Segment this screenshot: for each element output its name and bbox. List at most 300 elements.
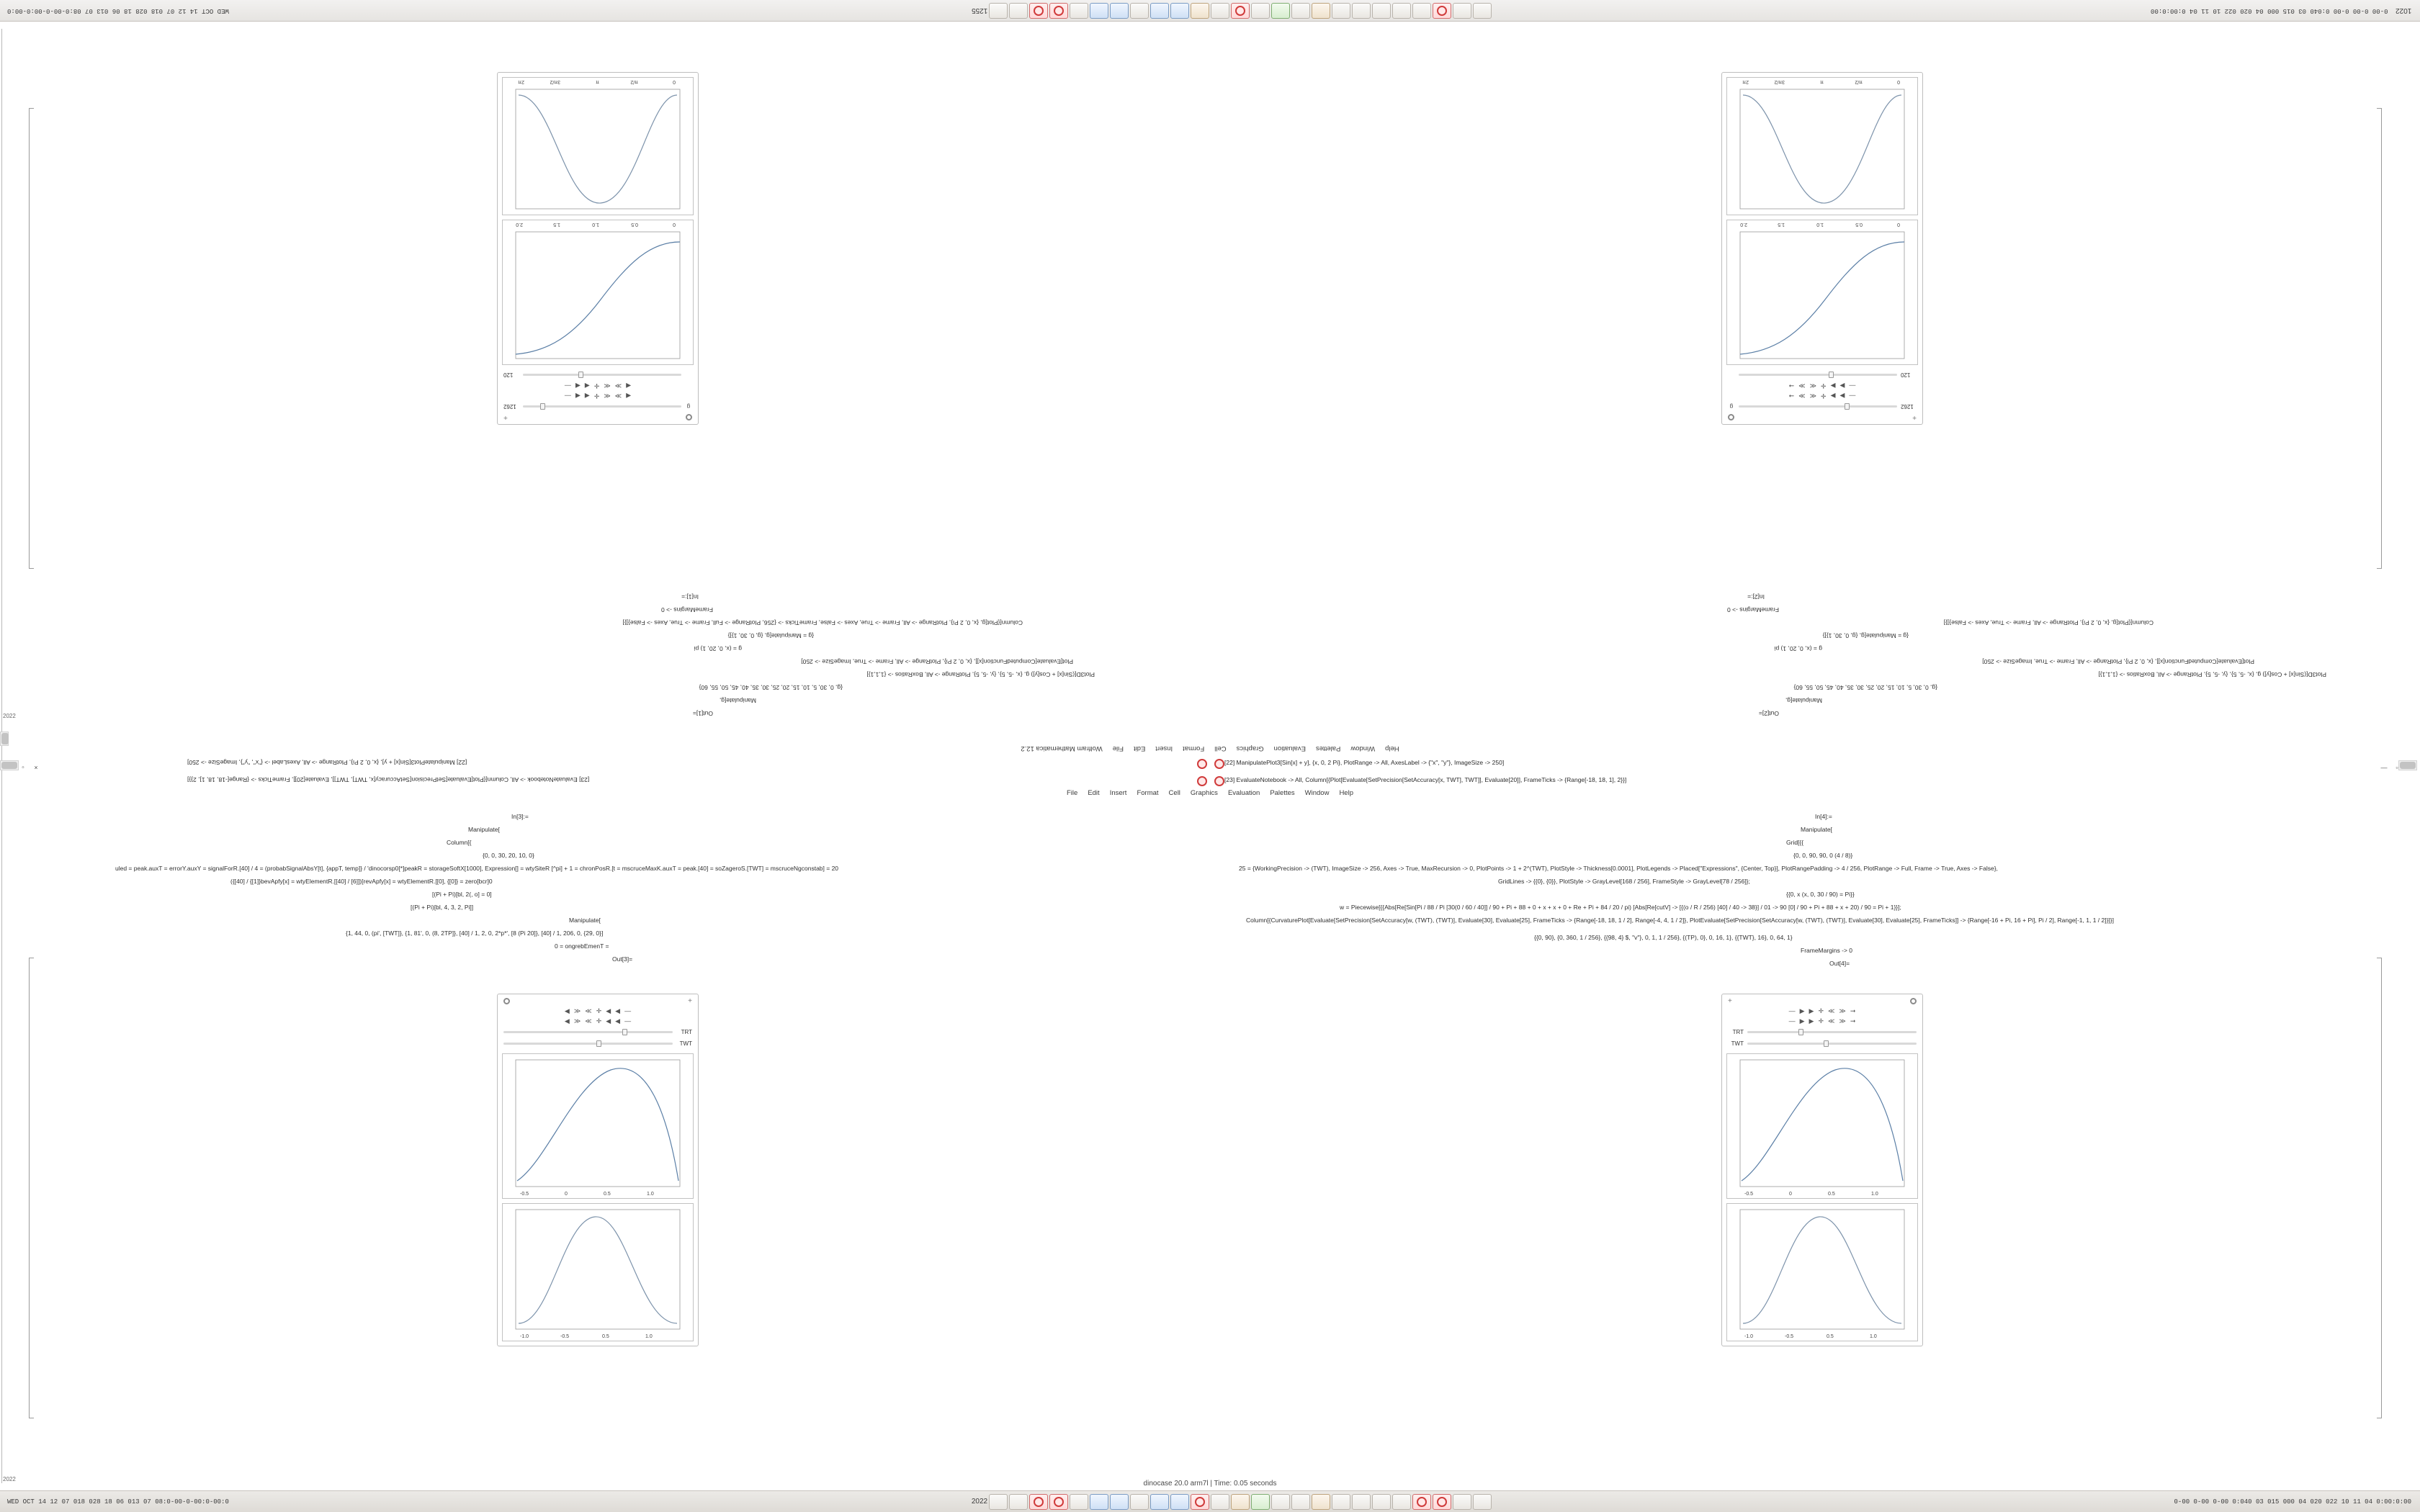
control-row-tr-2[interactable] [1726,381,1918,391]
slider-value-br-1: TRT [1732,1028,1744,1035]
cell-bracket-top-left[interactable] [29,108,34,569]
record-indicator-3[interactable] [1197,776,1207,786]
bottom-task-icon-18[interactable] [1332,1494,1350,1510]
fast-forward-icon-bl2[interactable]: ≫ [573,1017,581,1025]
cell-br-line-6: {{0, x (x, 0, 30 / 90) = Pi}} [1786,891,1855,898]
svg-text:3π/2: 3π/2 [1774,79,1785,84]
step-right-icon-tr[interactable]: ▶ [1830,392,1836,400]
bottom-task-icon-4[interactable] [1049,1494,1068,1510]
plot-bl-upper-svg [503,1054,687,1198]
record-indicator-4[interactable] [1214,776,1224,786]
menu2-format[interactable]: Format [1137,789,1159,797]
step-left-icon[interactable]: ◀ [626,392,632,400]
control-row-tl-2[interactable] [502,381,694,391]
bottom-system-panel [0,1490,2420,1512]
maximize-button[interactable]: ▫ [2396,764,2398,771]
inline-code-line-upper-right[interactable]: [22] ManipulatePlot3[Sin[x] + y], {x, 0, 2 Pi}, PlotRange -> All, AxesLabel -> {"x", "y"}, ImageSize -> 250] [1224,759,1505,766]
menu2-cell[interactable]: Cell [1168,789,1180,797]
fast-forward-icon-br[interactable]: ≫ [1839,1007,1846,1014]
task-icon-21[interactable] [1392,3,1411,19]
play-icon-tr[interactable]: ▶ [1839,392,1845,400]
control-row-bl-2[interactable] [502,1016,694,1026]
rewind-icon-2[interactable]: ≪ [604,382,611,390]
rewind-icon-br2[interactable]: ≪ [1828,1017,1835,1025]
slider-thumb-tr-1[interactable] [1845,404,1850,410]
gear-icon-tr[interactable] [1728,415,1734,421]
task-icon-12[interactable] [1211,3,1229,19]
arrow-right-icon-br[interactable]: ➞ [1850,1007,1856,1014]
record-indicator-1[interactable] [1197,759,1207,769]
task-icon-17[interactable] [1312,3,1330,19]
bottom-panel-clock: WED OCT 14 12 07 018 028 18 06 013 07 08:0-00-0-00:0-00:0 [7,1498,229,1506]
fast-forward-icon-tr2[interactable]: ≫ [1798,382,1806,390]
slider-label-tr-1: g [1729,403,1734,410]
svg-text:π/2: π/2 [630,79,638,84]
cell-tr-in-label: In[2]:= [1747,593,1765,600]
cell-tr-line-1: Manipulate[g, [1785,697,1822,704]
task-icon-24[interactable] [1453,3,1471,19]
slider-thumb-br-1[interactable] [1798,1029,1803,1035]
task-icon-2[interactable] [1009,3,1028,19]
task-icon-8[interactable] [1130,3,1149,19]
step-left-icon-bl[interactable]: ◀ [564,1007,570,1014]
slider-row-br-2[interactable] [1726,1038,1918,1049]
dash-icon-bl[interactable]: — [624,1007,632,1014]
cell-tr-line-4: Plot[Evaluate[ComputedFunction[x]], {x, 0, 2 Pi}, PlotRange -> All, Frame -> True, ImageSize -> 250] [1982,658,2254,665]
reset-icon-bl2[interactable]: ◀ [615,1017,621,1025]
slider-row-br-1[interactable] [1726,1026,1918,1038]
arrow-right-icon-tr2[interactable]: ➞ [1788,382,1795,390]
inline-code-line-lower-right[interactable]: [23] EvaluateNotebook -> All, Column[{Plot[Evaluate[SetPrecision[SetAccuracy[x, TWT], TWT]], Evaluate[20]], FrameTicks -> {Range[-18, 18, 1], 2}}] [1224,776,1627,783]
plus-icon[interactable]: + [503,413,508,422]
svg-text:0.5: 0.5 [602,1334,609,1339]
cell-bracket-bottom-right[interactable] [2377,958,2382,1418]
svg-text:0: 0 [1897,79,1900,84]
bottom-task-icon-15[interactable] [1271,1494,1290,1510]
add-icon-br2[interactable]: ✛ [1818,1017,1824,1025]
dash-icon-tr2[interactable]: — [1849,382,1856,390]
slider-thumb-tl-2[interactable] [578,372,583,379]
gear-icon-bl[interactable] [503,998,510,1004]
menu-edit[interactable]: Edit [1134,744,1146,752]
slider-thumb-tr-2[interactable] [1829,372,1834,379]
cell-tr-line-7: Column[{Plot[g, {x, 0, 2 Pi}, PlotRange -> All, Frame -> True, Axes -> False}]}] [1943,619,2154,626]
minimize-button[interactable]: — [2380,764,2388,771]
task-icon-9[interactable] [1150,3,1169,19]
cell-group-top-left [497,72,699,425]
task-icon-18[interactable] [1332,3,1350,19]
cell-bracket-top-right[interactable] [2377,108,2382,569]
control-row-br-1[interactable] [1726,1006,1918,1016]
bottom-panel-sysinfo: 0-00 0-00 0-00 0:040 03 015 000 04 020 022 10 11 04 0:00:0:00 [2174,1498,2411,1506]
bottom-task-icon-11[interactable] [1191,1494,1209,1510]
bottom-task-icon-9[interactable] [1150,1494,1169,1510]
gear-icon[interactable] [686,415,692,421]
menu2-palettes[interactable]: Palettes [1270,789,1295,797]
manipulate-panel-top-left[interactable] [497,72,699,425]
control-row-tr-1[interactable] [1726,391,1918,401]
cell-tl-line-2: {g, 0, 30, 5, 10, 15, 20, 25, 30, 35, 40, 45, 50, 55, 60} [699,684,843,691]
plot-bl-upper [502,1053,694,1199]
bottom-task-icon-20[interactable] [1372,1494,1391,1510]
task-icon-16[interactable] [1291,3,1310,19]
bottom-task-icon-2[interactable] [1009,1494,1028,1510]
plot-tl-upper [502,220,694,365]
slider-label-tl-1: g [686,403,691,410]
slider-thumb-tl-1[interactable] [540,404,545,410]
bottom-task-icon-5[interactable] [1070,1494,1088,1510]
menu-window[interactable]: Window [1350,744,1376,752]
reset-icon-bl[interactable]: ◀ [615,1007,621,1014]
bottom-task-icon-6[interactable] [1090,1494,1108,1510]
slider-value-bl-1: TRT [681,1028,692,1035]
menu-file[interactable]: File [1112,744,1124,752]
fast-forward-icon-tr[interactable]: ≫ [1798,392,1806,400]
slider-thumb-br-2[interactable] [1824,1040,1829,1047]
gear-icon-br[interactable] [1910,998,1917,1004]
task-icon-1[interactable] [989,3,1008,19]
top-panel-edge-label: 1022 [2395,6,2411,14]
task-icon-20[interactable] [1372,3,1391,19]
add-icon-tr[interactable]: ✛ [1821,392,1827,400]
task-icon-13[interactable] [1231,3,1250,19]
slider-track-br-1[interactable] [1747,1031,1917,1033]
svg-text:-0.5: -0.5 [1785,1334,1794,1339]
arrow-right-icon-tr[interactable]: ➞ [1788,392,1795,400]
bottom-window-title: dinocase 20.0 arm7l | Time: 0.05 seconds [1143,1480,1277,1488]
bottom-panel-tasklist [331,1494,2132,1510]
bottom-task-icon-16[interactable] [1291,1494,1310,1510]
play-icon-br2[interactable]: ▶ [1799,1017,1805,1025]
svg-text:2π: 2π [518,79,524,84]
rewind-icon-bl[interactable]: ≪ [585,1007,592,1014]
bottom-task-icon-24[interactable] [1453,1494,1471,1510]
menu-help[interactable]: Help [1385,744,1399,752]
top-system-panel [0,0,2420,22]
cell-tr-line-5: g = (x, 0, 20, 1) pi [1774,645,1822,652]
fast-forward-icon-2[interactable]: ≫ [614,382,622,390]
top-panel-tasklist [331,3,2132,19]
cell-bl-line-10: 0 = ongrebEmenT = [555,942,609,950]
play-icon[interactable]: ✛ [593,392,600,400]
menu2-help[interactable]: Help [1339,789,1353,797]
menu2-window[interactable]: Window [1304,789,1330,797]
cell-bl-line-6: [(Pi + Pi)[bl, 2(, o] = 0] [432,891,492,898]
step-left-icon-2[interactable]: ◀ [626,382,632,390]
play-icon-2[interactable]: ✛ [593,382,600,390]
plus-icon-bl[interactable]: + [688,996,692,1005]
fast-forward-icon[interactable]: ≫ [614,392,622,400]
slider-row-tr-1[interactable] [1726,401,1918,413]
plot-br-lower-svg [1727,1204,1912,1341]
menubar-upper[interactable] [0,744,2420,752]
task-icon-15[interactable] [1271,3,1290,19]
slider-thumb-bl-1[interactable] [622,1029,627,1035]
svg-text:1.5: 1.5 [1778,222,1785,227]
reset-icon[interactable]: ◀ [575,392,581,400]
menu-evaluation[interactable]: Evaluation [1273,744,1306,752]
menu2-file[interactable]: File [1067,789,1078,797]
bottom-task-icon-14[interactable] [1251,1494,1270,1510]
rewind-icon[interactable]: ≪ [604,392,611,400]
plot-tr-lower-svg [1733,78,1917,215]
inline-code-line-upper[interactable]: [22] ManipulatePlot3[Sin[x] + y], {x, 0, 2 Pi}, PlotRange -> All, AxesLabel -> {"x", "y"}, ImageSize -> 250] [187,759,467,766]
svg-text:-1.0: -1.0 [1744,1334,1754,1339]
cell-group-bottom-right [1721,994,1923,1346]
plot-br-upper-svg [1727,1054,1912,1198]
slider-track-tr-1[interactable] [1739,406,1897,408]
menu-cell[interactable]: Cell [1214,744,1227,752]
slider-row-bl-1[interactable] [502,1026,694,1038]
svg-text:0: 0 [1897,222,1900,227]
pause-icon-bl[interactable]: ◀ [606,1007,611,1014]
svg-text:1.0: 1.0 [1870,1334,1877,1339]
svg-text:0.5: 0.5 [1855,222,1863,227]
code-block-bottom-left[interactable] [108,810,1116,983]
cell-tl-line-5: g = (x, 0, 20, 1) pi [694,645,742,652]
task-icon-4[interactable] [1049,3,1068,19]
manipulate-panel-bottom-left[interactable] [497,994,699,1346]
bottom-task-icon-8[interactable] [1130,1494,1149,1510]
svg-text:2.0: 2.0 [516,222,523,227]
bottom-task-icon-1[interactable] [989,1494,1008,1510]
code-block-top-right[interactable] [1224,547,2341,720]
svg-text:-0.5: -0.5 [1744,1192,1754,1197]
plot-bl-lower [502,1203,694,1341]
task-icon-11[interactable] [1191,3,1209,19]
task-icon-3[interactable] [1029,3,1048,19]
slider-row-bl-2[interactable] [502,1038,694,1049]
cell-tl-in-label: In[1]:= [681,593,699,600]
cell-tl-line-7: Column[{Plot[g, {x, 0, 2 Pi}, PlotRange -> All, Frame -> True, Axes -> False, FrameTicks -> {256, PlotRange -> Full, Frame -> True, Axes -> False}]}] [622,619,1023,626]
code-block-bottom-right[interactable] [1224,810,2377,983]
bottom-show-desktop[interactable]: 2022 [971,1498,988,1506]
slider-track-tl-2[interactable] [523,374,681,377]
manipulate-header-bl [502,996,694,1006]
bottom-task-icon-12[interactable] [1211,1494,1229,1510]
cell-br-line-9: {{0, 90}, {0, 360, 1 / 256}, {{98, 4} $, "v"}, 0, 1, 1 / 256}, {(TP), 0}, 0, 16, 1}, {{TWT}, 16}, 0, 64, 1} [1534,934,1793,941]
svg-text:π/2: π/2 [1855,79,1863,84]
slider-value-tr-1: 1262 [1901,403,1914,410]
plot-tl-lower [502,77,694,215]
plot-tr-upper [1726,220,1918,365]
slider-track-tl-1[interactable] [523,406,681,408]
slider-track-tr-2[interactable] [1739,374,1897,377]
cell-tr-line-6: {g = Manipulate[g, {g, 0, 30, 1}]} [1822,632,1909,639]
dash-icon-br[interactable]: — [1788,1007,1796,1014]
bottom-task-icon-7[interactable] [1110,1494,1129,1510]
fast-forward-icon-bl[interactable]: ≫ [573,1007,581,1014]
rewind-icon-tr[interactable]: ≪ [1809,392,1816,400]
cell-tr-line-3: Plot3D[(Sin[x] + Cos[y]) g, {x, -5, 5}, {y, -5, 5}, PlotRange -> All, BoxRatios -> {1,1,1}] [2098,671,2326,678]
plot-br-upper [1726,1053,1918,1199]
record-indicator-2[interactable] [1214,759,1224,769]
plot-tr-upper-svg [1733,220,1917,364]
cell-bl-line-7: [(Pi + Pi)[bl, 4, 3, 2, Pi]] [411,904,474,911]
plus-icon-br[interactable]: + [1728,996,1732,1005]
maximize-button-alt[interactable]: ▫ [22,764,24,771]
mathematica-window [0,22,2420,1490]
notebook-middle-strip [0,742,2420,799]
svg-text:1.0: 1.0 [647,1192,654,1197]
bottom-task-icon-21[interactable] [1392,1494,1411,1510]
plot-tl-lower-svg [508,78,693,215]
svg-text:π: π [1820,79,1824,84]
slider-value-bl-2: TWT [679,1040,692,1047]
cell-bl-line-8: Manipulate[ [569,917,601,924]
horizontal-scroll-left[interactable] [0,760,19,770]
slider-thumb-bl-2[interactable] [596,1040,601,1047]
slider-value-tl-2: 120 [503,372,514,379]
arrow-right-icon-br2[interactable]: ➞ [1850,1017,1856,1025]
slider-value-br-2: TWT [1731,1040,1744,1047]
task-icon-10[interactable] [1170,3,1189,19]
cell-bl-in-label: In[3]:= [511,813,529,820]
slider-row-tl-2[interactable] [502,369,694,381]
pause-icon-bl2[interactable]: ◀ [606,1017,611,1025]
menu2-insert[interactable]: Insert [1109,789,1127,797]
cell-br-out-label: Out[4]= [1829,960,1850,967]
slider-row-tl-1[interactable] [502,401,694,413]
svg-text:2π: 2π [1742,79,1749,84]
svg-text:-1.0: -1.0 [520,1334,529,1339]
code-block-top-left[interactable] [108,547,1116,720]
slider-track-bl-2[interactable] [503,1043,673,1045]
cell-tl-line-1: Manipulate[g, [719,697,756,704]
cell-tl-bracket-top: Out[1]= [692,710,713,717]
bottom-task-icon-23[interactable] [1433,1494,1451,1510]
task-icon-22[interactable] [1412,3,1431,19]
task-icon-19[interactable] [1352,3,1371,19]
manipulate-header-tr [1726,413,1918,420]
task-icon-7[interactable] [1110,3,1129,19]
svg-text:1.5: 1.5 [553,222,560,227]
cell-bl-line-9: {1, 44, 0, (pi', [TWT]}, {1, 81', 0, (8, 2TP]}, [40] / 1, 2, 0, 2*p*', [8 (Pi 20]}, [40] / 1, 206, 0, {29, 0}] [346,930,604,937]
control-row-br-2[interactable] [1726,1016,1918,1026]
pause-icon[interactable]: ◀ [584,392,590,400]
task-icon-5[interactable] [1070,3,1088,19]
control-row-bl-1[interactable] [502,1006,694,1016]
add-icon-br[interactable]: ✛ [1818,1007,1824,1014]
step-right-icon-br[interactable]: ▶ [1809,1007,1814,1014]
menubar-lower[interactable] [0,789,2420,797]
dash-icon-br2[interactable]: — [1788,1017,1796,1025]
slider-track-br-2[interactable] [1747,1043,1917,1045]
play-icon-bl[interactable]: ✛ [596,1007,602,1014]
menu-palettes[interactable]: Palettes [1316,744,1341,752]
cell-tr-line-2: {g, 0, 30, 5, 10, 15, 20, 25, 30, 35, 40, 45, 50, 55, 60} [1793,684,1937,691]
slider-value-tl-1: 1262 [503,403,516,410]
close-button-alt[interactable]: × [34,764,38,771]
menu2-edit[interactable]: Edit [1088,789,1100,797]
play-icon-bl2[interactable]: ✛ [596,1017,602,1025]
menu-graphics[interactable]: Graphics [1236,744,1264,752]
dash-icon-tr[interactable]: — [1849,392,1856,400]
top-panel-show-desktop[interactable]: 1255 [971,6,988,14]
left-bottom-marker: 2022 [3,1476,16,1482]
plus-icon-tr[interactable]: + [1912,413,1917,422]
cell-br-line-7: w = Piecewise[{{Abs[Re[Sin[Pi / 88 / Pi [30(0 / 60 / 40]] / 90 + Pi + 88 + 0 + x + x + 0 + Re + Pi + 84 / 20 / pi) [Abs[Re[cutV] -> [{(o / R / 256) [40] / 40 -> 38}] / 01 -> 90 [0] / 90 + Pi + 88 + x + 20) / 90 = Pi + 1}}]; [1340,904,1901,911]
cell-br-in-label: In[4]:= [1815,813,1832,820]
svg-text:0: 0 [565,1192,568,1197]
menu2-evaluation[interactable]: Evaluation [1227,789,1260,797]
dash-icon[interactable]: — [564,392,571,400]
bottom-task-icon-25[interactable] [1473,1494,1492,1510]
task-icon-6[interactable] [1090,3,1108,19]
rewind-icon-br[interactable]: ≪ [1828,1007,1835,1014]
svg-text:1.0: 1.0 [645,1334,653,1339]
svg-text:2.0: 2.0 [1740,222,1747,227]
task-icon-23[interactable] [1433,3,1451,19]
bottom-task-icon-22[interactable] [1412,1494,1431,1510]
top-panel-sysinfo: 0-00 0-00 0-00 0:040 03 015 000 04 020 022 10 11 04 0:00:0:00 [2151,6,2388,14]
step-right-icon-tr2[interactable]: ▶ [1830,382,1836,390]
bottom-task-icon-10[interactable] [1170,1494,1189,1510]
pause-icon-2[interactable]: ◀ [584,382,590,390]
app-name-label: Wolfram Mathematica 12.2 [1021,744,1103,752]
rewind-icon-tr2[interactable]: ≪ [1809,382,1816,390]
cell-bl-line-2: Column[{ [447,839,472,846]
cell-bl-line-5: ({[40] / {[1]}bevApfy[x] = wtyElementR.[[40] / [6]])[revApfy[x] = wtyElementR.[[0], {[0]} = zero[bcr]0 [230,878,493,885]
step-right-icon-br2[interactable]: ▶ [1809,1017,1814,1025]
cell-br-line-4: 25 = {WorkingPrecision -> (TWT), ImageSize -> 256, Axes -> True, MaxRecursion -> 0, PlotPoints -> 1 + 2^(TWT), PlotStyle -> Thickness[0.0001], PlotLegends -> Placed["Expressions", {Center, Top}], PlotRangePadding -> 4 / 256, PlotRange -> Full, Frame -> True, Axes -> False}, [1239,865,1998,872]
reset-icon-2[interactable]: ◀ [575,382,581,390]
bottom-task-icon-19[interactable] [1352,1494,1371,1510]
bottom-panel-right [2132,1498,2420,1506]
dash-icon-bl2[interactable]: — [624,1017,632,1025]
control-row-tl-1[interactable] [502,391,694,401]
slider-track-bl-1[interactable] [503,1031,673,1033]
add-icon-tr2[interactable]: ✛ [1821,382,1827,390]
svg-text:0: 0 [673,222,676,227]
cell-bl-line-3: {0, 0, 30, 20, 10, 0} [483,852,534,859]
svg-text:-0.5: -0.5 [520,1192,529,1197]
cell-br-line-1: Manipulate[ [1801,826,1832,833]
rewind-icon-bl2[interactable]: ≪ [585,1017,592,1025]
task-icon-14[interactable] [1251,3,1270,19]
svg-text:0.5: 0.5 [604,1192,611,1197]
play-icon-br[interactable]: ▶ [1799,1007,1805,1014]
inline-code-line-lower[interactable]: [23] EvaluateNotebook -> All, Column[{Plot[Evaluate[SetPrecision[SetAccuracy[x, TWT], TWT]], Evaluate[20]], FrameTicks -> {Range[-18, 18, 1], 2}}] [187,776,590,783]
cell-group-top-right [1721,72,1923,425]
slider-row-tr-2[interactable] [1726,369,1918,381]
svg-text:-0.5: -0.5 [560,1334,570,1339]
cell-br-line-8: Column[{CurvaturePlot[Evaluate[SetPrecision[SetAccuracy[w, (TWT), (TWT)], Evaluate[30], Evaluate[25], FrameTicks -> {Range[-18, 18, 1 / 2], Range[-4, 4, 1 / 2]}, PlotEvaluate[SetPrecision[SetAccuracy[w, (TWT), (TWT)], Evaluate[30], Evaluate[25], FrameTicks]] -> {Range[-16 + Pi, 16 + Pi], Pi / 2], Range[-1, 1, 1 / 2]}]}] [1246,917,2114,924]
fast-forward-icon-br2[interactable]: ≫ [1839,1017,1846,1025]
cell-br-line-10: FrameMargins -> 0 [1801,947,1853,954]
cell-group-bottom-left [497,994,699,1346]
dash-icon-2[interactable]: — [564,382,571,390]
cell-tl-line-8: FrameMargins -> 0 [660,606,713,613]
menu-format[interactable]: Format [1183,744,1205,752]
svg-text:π: π [596,79,599,84]
bottom-task-icon-17[interactable] [1312,1494,1330,1510]
manipulate-panel-bottom-right[interactable] [1721,994,1923,1346]
manipulate-panel-top-right[interactable] [1721,72,1923,425]
step-left-icon-bl2[interactable]: ◀ [564,1017,570,1025]
bottom-task-icon-13[interactable] [1231,1494,1250,1510]
horizontal-scroll-right[interactable] [2398,760,2417,770]
task-icon-25[interactable] [1473,3,1492,19]
play-icon-tr2[interactable]: ▶ [1839,382,1845,390]
manipulate-header-br [1726,996,1918,1006]
menu2-graphics[interactable]: Graphics [1190,789,1218,797]
top-panel-clock: WED OCT 14 12 07 018 028 18 06 013 07 08:0-00-0-00:0-00:0 [7,6,229,14]
cell-bracket-bottom-left[interactable] [29,958,34,1418]
bottom-task-icon-3[interactable] [1029,1494,1048,1510]
menu-insert[interactable]: Insert [1155,744,1173,752]
top-panel-right [2132,6,2420,14]
